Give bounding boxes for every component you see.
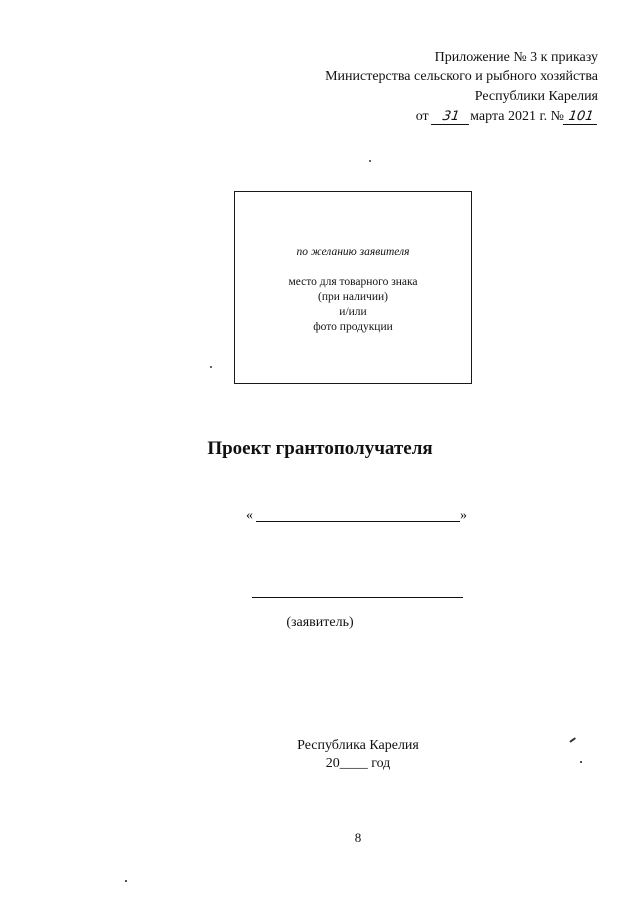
scan-speck — [369, 160, 371, 162]
order-date-line — [416, 108, 598, 126]
trademark-hint: по желанию заявителя — [296, 246, 410, 258]
product-photo-label: фото продукции — [313, 321, 393, 333]
trademark-condition: (при наличии) — [318, 291, 388, 303]
ministry-name: Министерства сельского и рыбного хозяйства — [325, 69, 598, 84]
republic-name: Республики Карелия — [474, 89, 598, 104]
footer-year: 20____ год — [325, 756, 391, 771]
trademark-label: место для товарного знака — [288, 276, 418, 288]
scan-speck — [210, 366, 212, 368]
trademark-conjunction: и/или — [339, 306, 367, 318]
project-name-open-quote: « — [246, 508, 253, 523]
footer-region: Республика Карелия — [297, 738, 419, 753]
project-name-close-quote: » — [460, 508, 467, 523]
scan-speck — [580, 761, 582, 763]
date-month-year: марта 2021 г. № — [470, 109, 564, 124]
date-prefix: от — [415, 109, 429, 124]
scan-speck — [125, 880, 127, 882]
appendix-title: Приложение № 3 к приказу — [434, 50, 598, 65]
date-day-handwritten: 31 — [431, 109, 471, 125]
trademark-photo-box — [234, 191, 472, 384]
page-number: 8 — [354, 830, 362, 845]
document-title: Проект грантополучателя — [207, 438, 433, 459]
order-number-handwritten: 101 — [563, 109, 599, 125]
applicant-label: (заявитель) — [286, 615, 354, 630]
applicant-blank-line — [252, 597, 463, 598]
project-name-blank-line — [256, 521, 460, 522]
